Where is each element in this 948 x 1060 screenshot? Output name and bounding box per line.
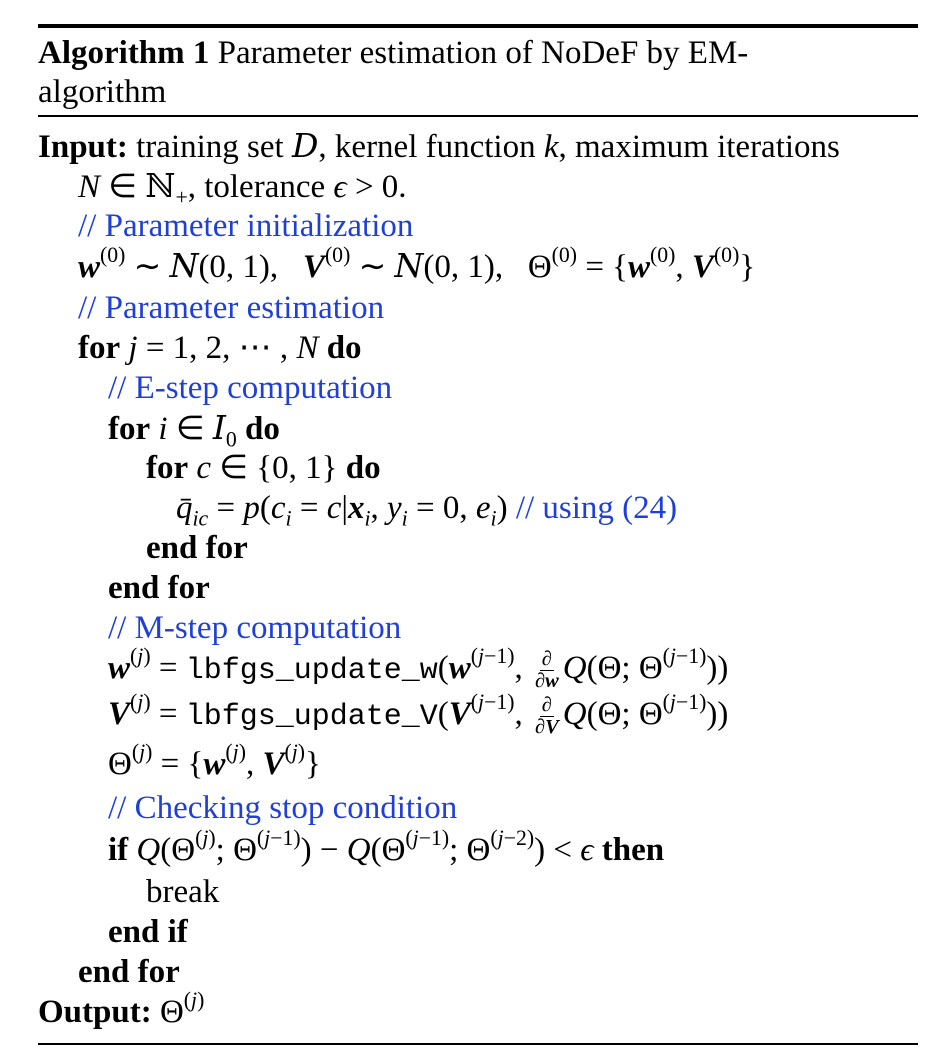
end-for-i: end for xyxy=(108,570,210,606)
v-update-equation: $V^{(j)}$ = $lbfgs\_update\_V(V^{(j-1)}$, $\frac{\partial}{\partial V}$ Q(Θ; $\Theta^{(j-1)}$)) xyxy=(108,689,729,738)
algorithm-title-line1 xyxy=(38,31,748,75)
end-for-c: end for xyxy=(146,530,248,566)
end-for-j: end for xyxy=(78,954,180,990)
init-equation: $w^{(0)}$ ∼ N(0, 1), $V^{(0)}$ ∼ N(0, 1), $\Theta^{(0)} = \{w^{(0)}$, $V^{(0)}$} xyxy=(78,242,756,285)
kernel-symbol: k xyxy=(543,129,559,165)
if-line: if $Q(\Theta^{(j)}$; $\Theta^{(j-1)}) - Q(\Theta^{(j-1)}$; $\Theta^{(j-2)}) < \epsilon$ then xyxy=(108,825,665,868)
comment-e-step: // E-step computation xyxy=(108,370,393,406)
input-label: Input: xyxy=(38,129,128,165)
lbfgs-update-w-fn: lbfgs_update_w xyxy=(185,654,438,688)
comment-m-step: // M-step computation xyxy=(108,610,402,646)
kw-do: do xyxy=(326,330,362,366)
bottom-rule xyxy=(38,1043,918,1045)
output-label: Output: xyxy=(38,994,152,1030)
q-bar-equation: $q̄_{ic} = p(c_i = c|x_i$, $y_i = 0$, $e_i$) // using (24) xyxy=(176,490,678,531)
comment-using-24: // using (24) xyxy=(515,490,678,526)
for-i-line: for i ∈ $I_0$ do xyxy=(108,408,280,452)
top-rule xyxy=(38,24,918,28)
outer-for-line: for j = 1, 2, ⋯ , N do xyxy=(78,330,362,366)
input-text-kernel: , kernel function xyxy=(318,129,536,165)
input-text: training set xyxy=(136,129,284,165)
kw-do: do xyxy=(245,411,280,447)
end-if: end if xyxy=(108,914,188,950)
input-line-2: N ∈ ℕ$_+$, tolerance ϵ > 0. xyxy=(78,166,407,210)
algorithm-title: Parameter estimation of NoDeF by EM- xyxy=(217,35,749,71)
input-line xyxy=(38,126,840,167)
comment-stop-condition: // Checking stop condition xyxy=(108,790,458,826)
kw-for: for xyxy=(146,450,189,486)
comment-parameter-initialization: // Parameter initialization xyxy=(78,208,414,244)
algorithm-title-line2: algorithm xyxy=(38,74,167,110)
kw-for: for xyxy=(108,411,151,447)
break-statement: break xyxy=(146,874,220,910)
lbfgs-update-v-fn: lbfgs_update_V xyxy=(185,700,438,734)
tolerance-text: , tolerance xyxy=(187,169,326,205)
comment-parameter-estimation: // Parameter estimation xyxy=(78,290,385,326)
algorithm-label: Algorithm 1 xyxy=(38,35,210,71)
kw-for: for xyxy=(78,330,121,366)
kw-then: then xyxy=(601,832,665,868)
for-c-line: for c ∈ {0, 1} do xyxy=(146,450,381,486)
dataset-symbol: D xyxy=(291,126,319,165)
w-update-equation: $w^{(j)}$ = $lbfgs\_update\_w(w^{(j-1)}$, $\frac{\partial}{\partial w}$ Q(Θ; $\Theta^{(j-1)}$)) xyxy=(108,643,729,692)
kw-if: if xyxy=(108,832,129,868)
title-rule xyxy=(38,115,918,117)
output-line: Output: $\Theta^{(j)}$ xyxy=(38,987,205,1030)
input-text-iter: , maximum iterations xyxy=(558,129,840,165)
theta-update-equation: $\Theta^{(j)} = \{w^{(j)}$, $V^{(j)}$} xyxy=(108,739,321,782)
kw-do: do xyxy=(345,450,381,486)
